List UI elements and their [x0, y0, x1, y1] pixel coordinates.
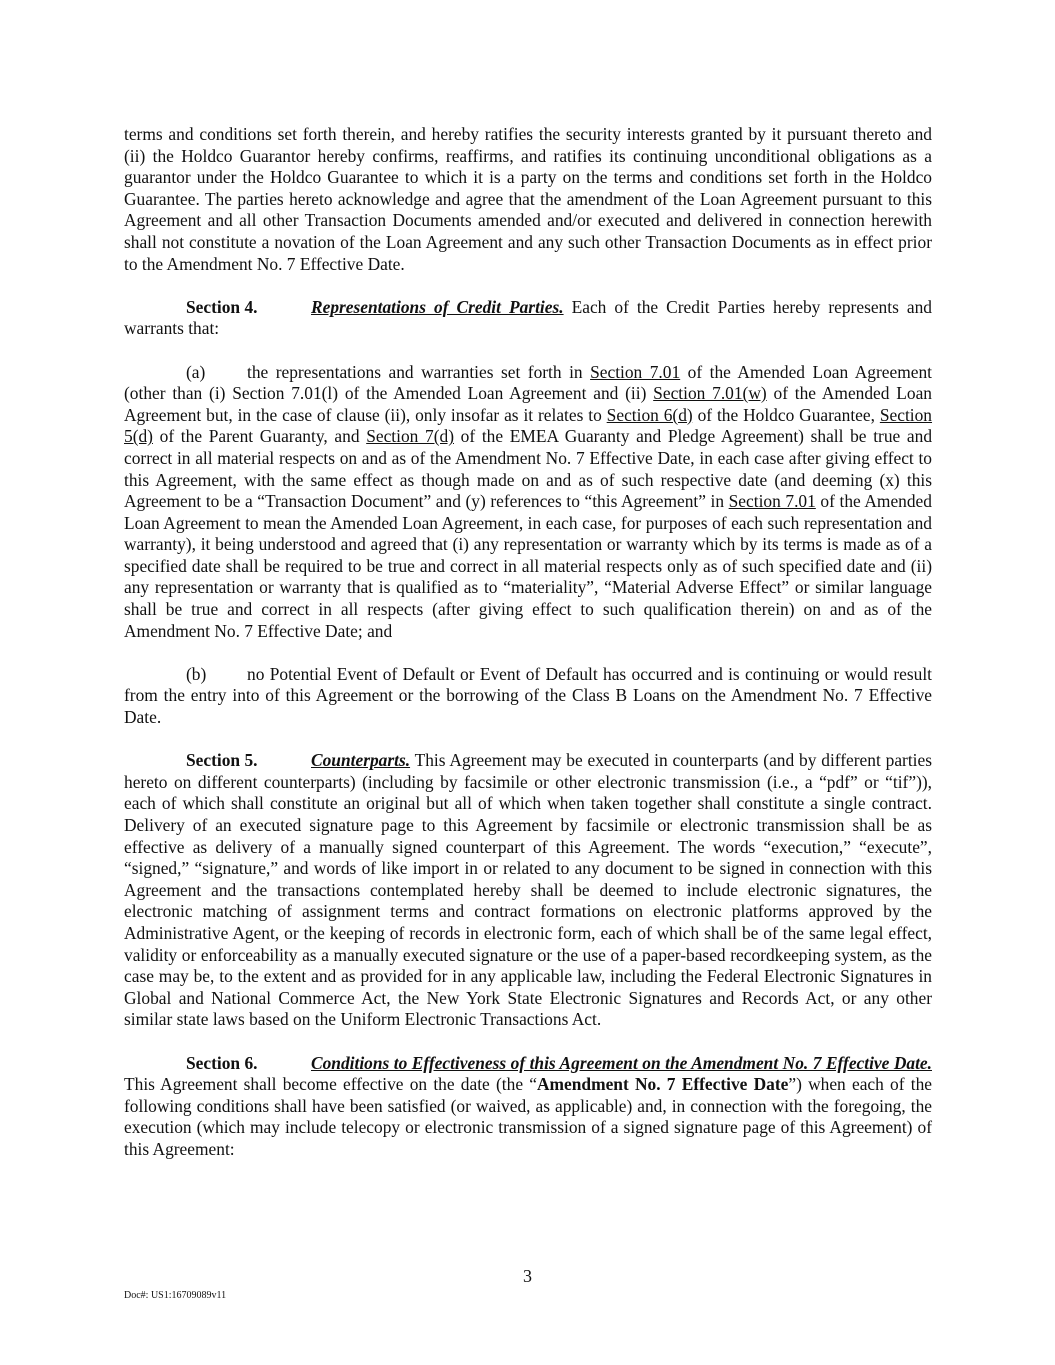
document-page	[124, 124, 932, 1182]
page-number: 3	[523, 1266, 532, 1286]
section-6-number: Section 6.	[186, 1052, 258, 1073]
intro-paragraph: terms and conditions set forth therein, and hereby ratifies the security interests granted by it pursuant thereto and (ii) the Holdco Guarantor hereby confirms, reaffirms, and ratifies its continuing unconditional obligations as a guarantor under the Holdco Guarantee to which it is a party on the terms and conditions set forth in the Holdco Guarantee. The parties hereto acknowledge and agree that the amendment of the Loan Agreement pursuant to this Agreement and all other Transaction Documents amended and/or executed and delivered in connection herewith shall not constitute a novation of the Loan Agreement and any such other Transaction Documents as in effect prior to the Amendment No. 7 Effective Date.	[124, 124, 932, 274]
section-4-clause-b	[124, 664, 932, 729]
section-6-body-end: ”) when each of the following conditions shall have been satisfied (or waived, as applicable) and, in connection with the foregoing, the execution (which may include telecopy or electronic transmission of a signed signature page of this Agreement) of this Agreement:	[124, 1074, 933, 1159]
clause-a-text: of the EMEA Guaranty and Pledge Agreement) shall be true and correct in all material respects on and as of the Amendment No. 7 Effective Date, in each case after giving effect to this Agreement, with the same effect as though made on and as of such respective date (and deeming (x) this Agreement to be a “Transaction Document” and (y) references to “this Agreement” in	[124, 426, 933, 512]
section-6-defined-term: Amendment No. 7 Effective Date	[536, 1074, 789, 1095]
clause-a-text: of the Parent Guaranty, and	[152, 426, 367, 447]
clause-a-text: of the Amended Loan Agreement to mean the Amended Loan Agreement, in each case, for purposes of each such representation and warranty), it being understood and agreed that (i) any representation or warranty which by its terms is made as of a specified date shall be required to be true and correct in all material respects only as of such specified date and (ii) any representation or warranty that is qualified as to “materiality”, “Material Adverse Effect” or similar language shall be true and correct in all respects (after giving effect to such qualification therein) on and as of the Amendment No. 7 Effective Date; and	[124, 491, 932, 641]
clause-a-text: the representations and warranties set forth in	[247, 361, 591, 382]
clause-a-text: of the Holdco Guarantee,	[692, 404, 880, 425]
section-6-body-start: This Agreement shall become effective on the date (the “	[124, 1074, 537, 1095]
section-ref-7-d: Section 7(d)	[366, 426, 454, 447]
clause-a-label: (a)	[186, 361, 206, 382]
section-ref-7-01-w: Section 7.01(w)	[653, 383, 767, 404]
section-ref-7-01: Section 7.01	[728, 491, 816, 512]
section-ref-5-d: Section 5(d)	[124, 404, 933, 447]
section-5-body: This Agreement may be executed in counterparts (and by different parties hereto on different counterparts) (including by facsimile or other electronic transmission (i.e., a “pdf” or “tif”)), each of which shall constitute an original but all of which when taken together shall constitute a single contract. Delivery of an executed signature page to this Agreement by facsimile or electronic transmission shall be as effective as delivery of a manually signed counterpart of this Agreement. The words “execution,” “execute”, “signed,” “signature,” and words of like import in or related to any document to be signed in connection with this Agreement and the transactions contemplated hereby shall be deemed to include electronic signatures, the electronic matching of assignment terms and contract formations on electronic platforms approved by the Administrative Agent, or the keeping of records in electronic form, each of which shall be of the same legal effect, validity or enforceability as a manually executed signature or the use of a paper-based recordkeeping system, as the case may be, to the extent and as provided for in any applicable law, including the Federal Electronic Signatures in Global and National Commerce Act, the New York State Electronic Signatures and Records Act, or any other similar state laws based on the Uniform Electronic Transactions Act.	[124, 750, 932, 1030]
clause-b-text: no Potential Event of Default or Event of Default has occurred and is continuing or would result from the entry into of this Agreement or the borrowing of the Class B Loans on the Amendment No. 7 Effective Date.	[124, 663, 932, 728]
clause-b-label: (b)	[186, 663, 207, 684]
document-id: Doc#: US1:16709089v11	[124, 1290, 227, 1301]
section-4-body: Each of the Credit Parties hereby represents and warrants that:	[124, 296, 932, 339]
section-4-clause-a	[124, 362, 932, 643]
section-6-paragraph	[124, 1053, 932, 1161]
section-5-number: Section 5.	[186, 750, 258, 771]
clause-a-text: of the Amended Loan Agreement but, in the case of clause (ii), only insofar as it relates to	[124, 383, 932, 425]
section-4-heading-paragraph	[124, 297, 932, 340]
section-ref-6-d: Section 6(d)	[606, 404, 693, 425]
clause-a-text: of the Amended Loan Agreement (other than (i) Section 7.01(l) of the Amended Loan Agreement and (ii)	[124, 361, 932, 404]
section-ref-7-01: Section 7.01	[590, 361, 681, 382]
section-4-number: Section 4.	[186, 296, 258, 317]
section-5-paragraph	[124, 750, 932, 1031]
section-5-title: Counterparts.	[311, 750, 411, 771]
section-4-title: Representations of Credit Parties.	[311, 296, 564, 317]
section-6-title: Conditions to Effectiveness of this Agreement on the Amendment No. 7 Effective Date.	[311, 1052, 932, 1073]
